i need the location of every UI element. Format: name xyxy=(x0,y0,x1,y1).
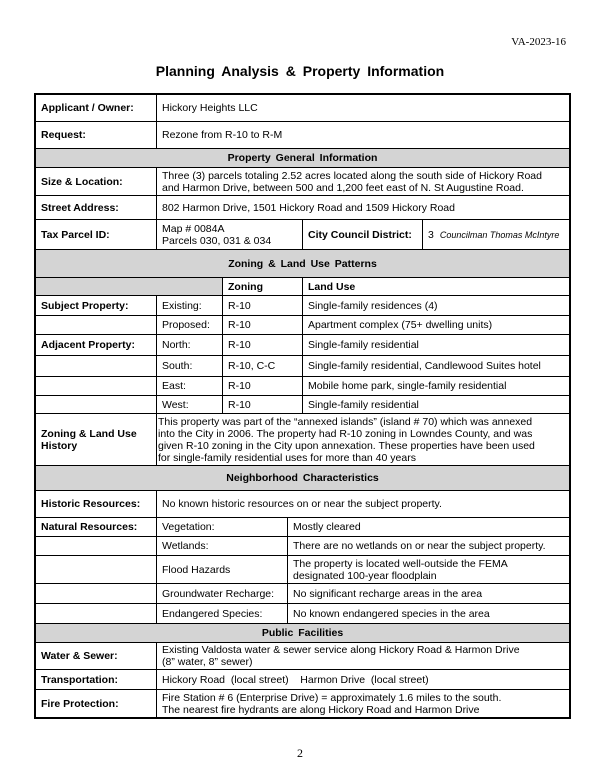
general-section-header xyxy=(36,149,569,168)
transportation-row xyxy=(36,670,569,690)
history-line-4: for single-family residential uses for more than 40 years xyxy=(158,451,416,464)
adjacent-east-zoning: R-10 xyxy=(222,377,302,395)
landuse-column-header: Land Use xyxy=(302,278,569,295)
natural-blank-flood xyxy=(36,556,156,583)
street-address-value: 802 Harmon Drive, 1501 Hickory Road and 1509 Hickory Road xyxy=(156,196,569,219)
tax-parcel-row xyxy=(36,220,569,250)
water-sewer-row xyxy=(36,643,569,670)
tax-parcel-label: Tax Parcel ID: xyxy=(41,228,110,241)
water-sewer-line-2: (8” water, 8” sewer) xyxy=(162,656,253,668)
historic-resources-label: Historic Resources: xyxy=(41,498,141,510)
council-member-name: Councilman Thomas McIntyre xyxy=(439,229,560,240)
fire-protection-row xyxy=(36,690,569,717)
endangered-species-item: Endangered Species: xyxy=(156,604,287,623)
natural-endangered-row xyxy=(36,604,569,624)
zoning-header-text: Zoning & Land Use Patterns xyxy=(36,250,569,277)
size-location-value xyxy=(156,168,569,195)
wetlands-item: Wetlands: xyxy=(156,537,287,555)
natural-blank-wetlands xyxy=(36,537,156,555)
street-address-row xyxy=(36,196,569,220)
transportation-value: Hickory Road (local street) Harmon Drive (local street) xyxy=(156,670,569,689)
general-header-text: Property General Information xyxy=(36,149,569,167)
adjacent-north-use: Single-family residential xyxy=(302,335,569,355)
adjacent-property-label: Adjacent Property: xyxy=(41,339,135,351)
request-label: Request: xyxy=(41,129,86,141)
adjacent-east-row xyxy=(36,377,569,396)
subject-existing-type: Existing: xyxy=(156,296,222,315)
natural-blank-groundwater xyxy=(36,584,156,603)
natural-groundwater-row xyxy=(36,584,569,604)
applicant-label: Applicant / Owner: xyxy=(41,102,134,114)
zoning-history-label xyxy=(36,414,156,465)
adjacent-south-row xyxy=(36,356,569,377)
flood-hazards-line-1: The property is located well-outside the FEMA xyxy=(293,557,508,570)
water-sewer-value xyxy=(156,643,569,669)
neighborhood-section-header xyxy=(36,466,569,491)
size-location-line-1: Three (3) parcels totaling 2.52 acres located along the south side of Hickory Road xyxy=(162,169,542,182)
facilities-header-text: Public Facilities xyxy=(36,624,569,642)
fire-protection-line-1: Fire Station # 6 (Enterprise Drive) = approximately 1.6 miles to the south. xyxy=(162,691,502,704)
size-location-row xyxy=(36,168,569,196)
adjacent-north-row xyxy=(36,335,569,356)
tax-map-number: Map # 0084A xyxy=(162,222,225,235)
size-location-label: Size & Location: xyxy=(41,175,123,188)
adjacent-south-zoning: R-10, C-C xyxy=(222,356,302,376)
history-line-2: into the City in 2006. The property had R-10 zoning in Lowndes County, and was xyxy=(158,427,533,440)
adjacent-north-zoning: R-10 xyxy=(222,335,302,355)
adjacent-west-row xyxy=(36,396,569,414)
history-line-3: given R-10 zoning in the City upon annexation. These properties have been used xyxy=(158,439,535,452)
historic-resources-row xyxy=(36,491,569,518)
transportation-label: Transportation: xyxy=(41,673,119,686)
zoning-blank-header xyxy=(36,278,222,295)
facilities-section-header xyxy=(36,624,569,643)
zoning-section-header xyxy=(36,250,569,278)
natural-blank-endangered xyxy=(36,604,156,623)
adjacent-blank-east xyxy=(36,377,156,395)
subject-existing-use: Single-family residences (4) xyxy=(302,296,569,315)
subject-existing-row xyxy=(36,296,569,316)
council-district-number: 3 xyxy=(428,228,434,241)
flood-hazards-item: Flood Hazards xyxy=(156,556,287,583)
tax-parcel-value xyxy=(156,220,302,249)
vegetation-item: Vegetation: xyxy=(156,518,287,536)
endangered-species-value: No known endangered species in the area xyxy=(287,604,569,623)
groundwater-item: Groundwater Recharge: xyxy=(156,584,287,603)
zoning-history-label-line-2: History xyxy=(41,439,78,452)
flood-hazards-line-2: designated 100-year floodplain xyxy=(293,569,437,582)
applicant-value: Hickory Heights LLC xyxy=(156,95,569,121)
zoning-column-header: Zoning xyxy=(222,278,302,295)
council-district-value xyxy=(422,220,569,249)
adjacent-south-use: Single-family residential, Candlewood Suites hotel xyxy=(302,356,569,376)
adjacent-blank-south xyxy=(36,356,156,376)
natural-flood-row xyxy=(36,556,569,584)
fire-protection-label: Fire Protection: xyxy=(41,697,119,710)
neighborhood-header-text: Neighborhood Characteristics xyxy=(36,466,569,490)
natural-wetlands-row xyxy=(36,537,569,556)
document-id: VA-2023-16 xyxy=(511,36,566,48)
adjacent-east-dir: East: xyxy=(156,377,222,395)
adjacent-west-dir: West: xyxy=(156,396,222,413)
flood-hazards-value xyxy=(287,556,569,583)
fire-protection-value xyxy=(156,690,569,717)
page-number: 2 xyxy=(297,746,303,760)
groundwater-value: No significant recharge areas in the area xyxy=(287,584,569,603)
natural-resources-label: Natural Resources: xyxy=(41,521,138,533)
tax-parcels: Parcels 030, 031 & 034 xyxy=(162,234,272,247)
fire-protection-line-2: The nearest fire hydrants are along Hickory Road and Harmon Drive xyxy=(162,703,480,716)
adjacent-north-dir: North: xyxy=(156,335,222,355)
water-sewer-label: Water & Sewer: xyxy=(41,650,118,662)
history-line-1: This property was part of the “annexed islands” (island # 70) which was annexed xyxy=(158,415,533,428)
water-sewer-line-1: Existing Valdosta water & sewer service along Hickory Road & Harmon Drive xyxy=(162,644,520,656)
size-location-line-2: and Harmon Drive, between 500 and 1,200 feet east of N. St Augustine Road. xyxy=(162,181,524,194)
adjacent-blank-west xyxy=(36,396,156,413)
adjacent-west-use: Single-family residential xyxy=(302,396,569,413)
adjacent-south-dir: South: xyxy=(156,356,222,376)
subject-proposed-row xyxy=(36,316,569,335)
street-address-label: Street Address: xyxy=(41,201,119,214)
request-row xyxy=(36,122,569,149)
applicant-row xyxy=(36,95,569,122)
page-title: Planning Analysis & Property Information xyxy=(155,63,445,79)
subject-proposed-zoning: R-10 xyxy=(222,316,302,334)
zoning-column-header-row xyxy=(36,278,569,296)
zoning-history-text xyxy=(156,414,569,465)
subject-blank xyxy=(36,316,156,334)
property-info-table xyxy=(34,93,571,719)
adjacent-east-use: Mobile home park, single-family residential xyxy=(302,377,569,395)
zoning-history-row xyxy=(36,414,569,466)
adjacent-west-zoning: R-10 xyxy=(222,396,302,413)
vegetation-value: Mostly cleared xyxy=(287,518,569,536)
request-value: Rezone from R-10 to R-M xyxy=(156,122,569,148)
natural-vegetation-row xyxy=(36,518,569,537)
subject-proposed-type: Proposed: xyxy=(156,316,222,334)
subject-existing-zoning: R-10 xyxy=(222,296,302,315)
subject-proposed-use: Apartment complex (75+ dwelling units) xyxy=(302,316,569,334)
subject-property-label: Subject Property: xyxy=(41,299,129,312)
wetlands-value: There are no wetlands on or near the subject property. xyxy=(287,537,569,555)
council-district-label: City Council District: xyxy=(302,220,422,249)
zoning-history-label-line-1: Zoning & Land Use xyxy=(41,427,137,440)
historic-resources-value: No known historic resources on or near the subject property. xyxy=(156,491,569,517)
